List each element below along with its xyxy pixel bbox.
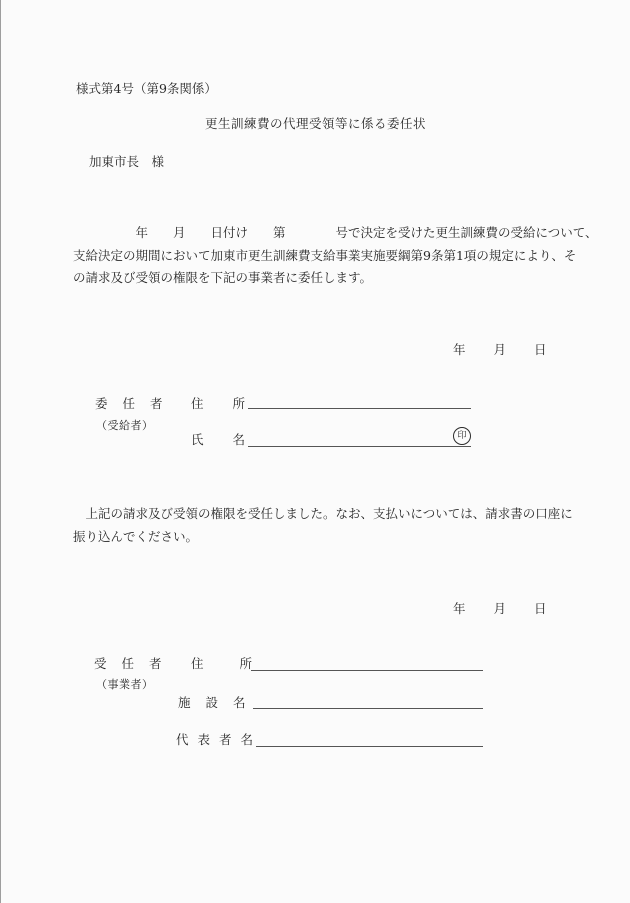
paragraph-line: 支給決定の期間において加東市更生訓練費支給事業実施要綱第9条第1項の規定により、そ bbox=[73, 247, 577, 263]
delegatee-representative-blank-line bbox=[256, 746, 483, 747]
delegator-name-blank-line bbox=[248, 446, 471, 447]
paragraph-line: 上記の請求及び受領の権限を受任しました。なお、支払いについては、請求書の口座に bbox=[73, 506, 573, 521]
paragraph-line: の請求及び受領の権限を下記の事業者に委任します。 bbox=[73, 270, 373, 285]
delegator-name-label: 氏名 bbox=[191, 432, 275, 447]
form-number: 様式第4号（第9条関係） bbox=[76, 81, 217, 96]
delegatee-address-label: 住所 bbox=[191, 656, 289, 671]
addressee: 加東市長 様 bbox=[89, 154, 165, 169]
delegatee-facility-label: 施設名 bbox=[178, 695, 261, 710]
delegatee-role-note: （事業者） bbox=[96, 678, 154, 691]
paragraph-line: 年 月 日付け 第 号で決定を受けた更生訓練費の受給について、 bbox=[73, 225, 598, 240]
delegator-role-note: （受給者） bbox=[96, 419, 154, 432]
delegation-paragraph bbox=[73, 222, 618, 290]
delegator-address-blank-line bbox=[248, 408, 471, 409]
acceptance-paragraph bbox=[73, 503, 618, 548]
delegator-role-label: 委任者 bbox=[95, 396, 178, 411]
delegatee-address-blank-line bbox=[251, 670, 483, 671]
delegator-address-label: 住所 bbox=[191, 396, 275, 411]
delegatee-facility-blank-line bbox=[253, 708, 483, 709]
delegatee-representative-label: 代表者名 bbox=[176, 732, 263, 747]
delegatee-role-label: 受任者 bbox=[94, 656, 177, 671]
document-title: 更生訓練費の代理受領等に係る委任状 bbox=[204, 116, 426, 131]
seal-mark-icon: 印 bbox=[453, 427, 471, 445]
paragraph-line: 振り込んでください。 bbox=[73, 528, 199, 544]
date-line-acceptance: 年 月 日 bbox=[453, 601, 548, 616]
date-line-delegation: 年 月 日 bbox=[453, 342, 548, 357]
